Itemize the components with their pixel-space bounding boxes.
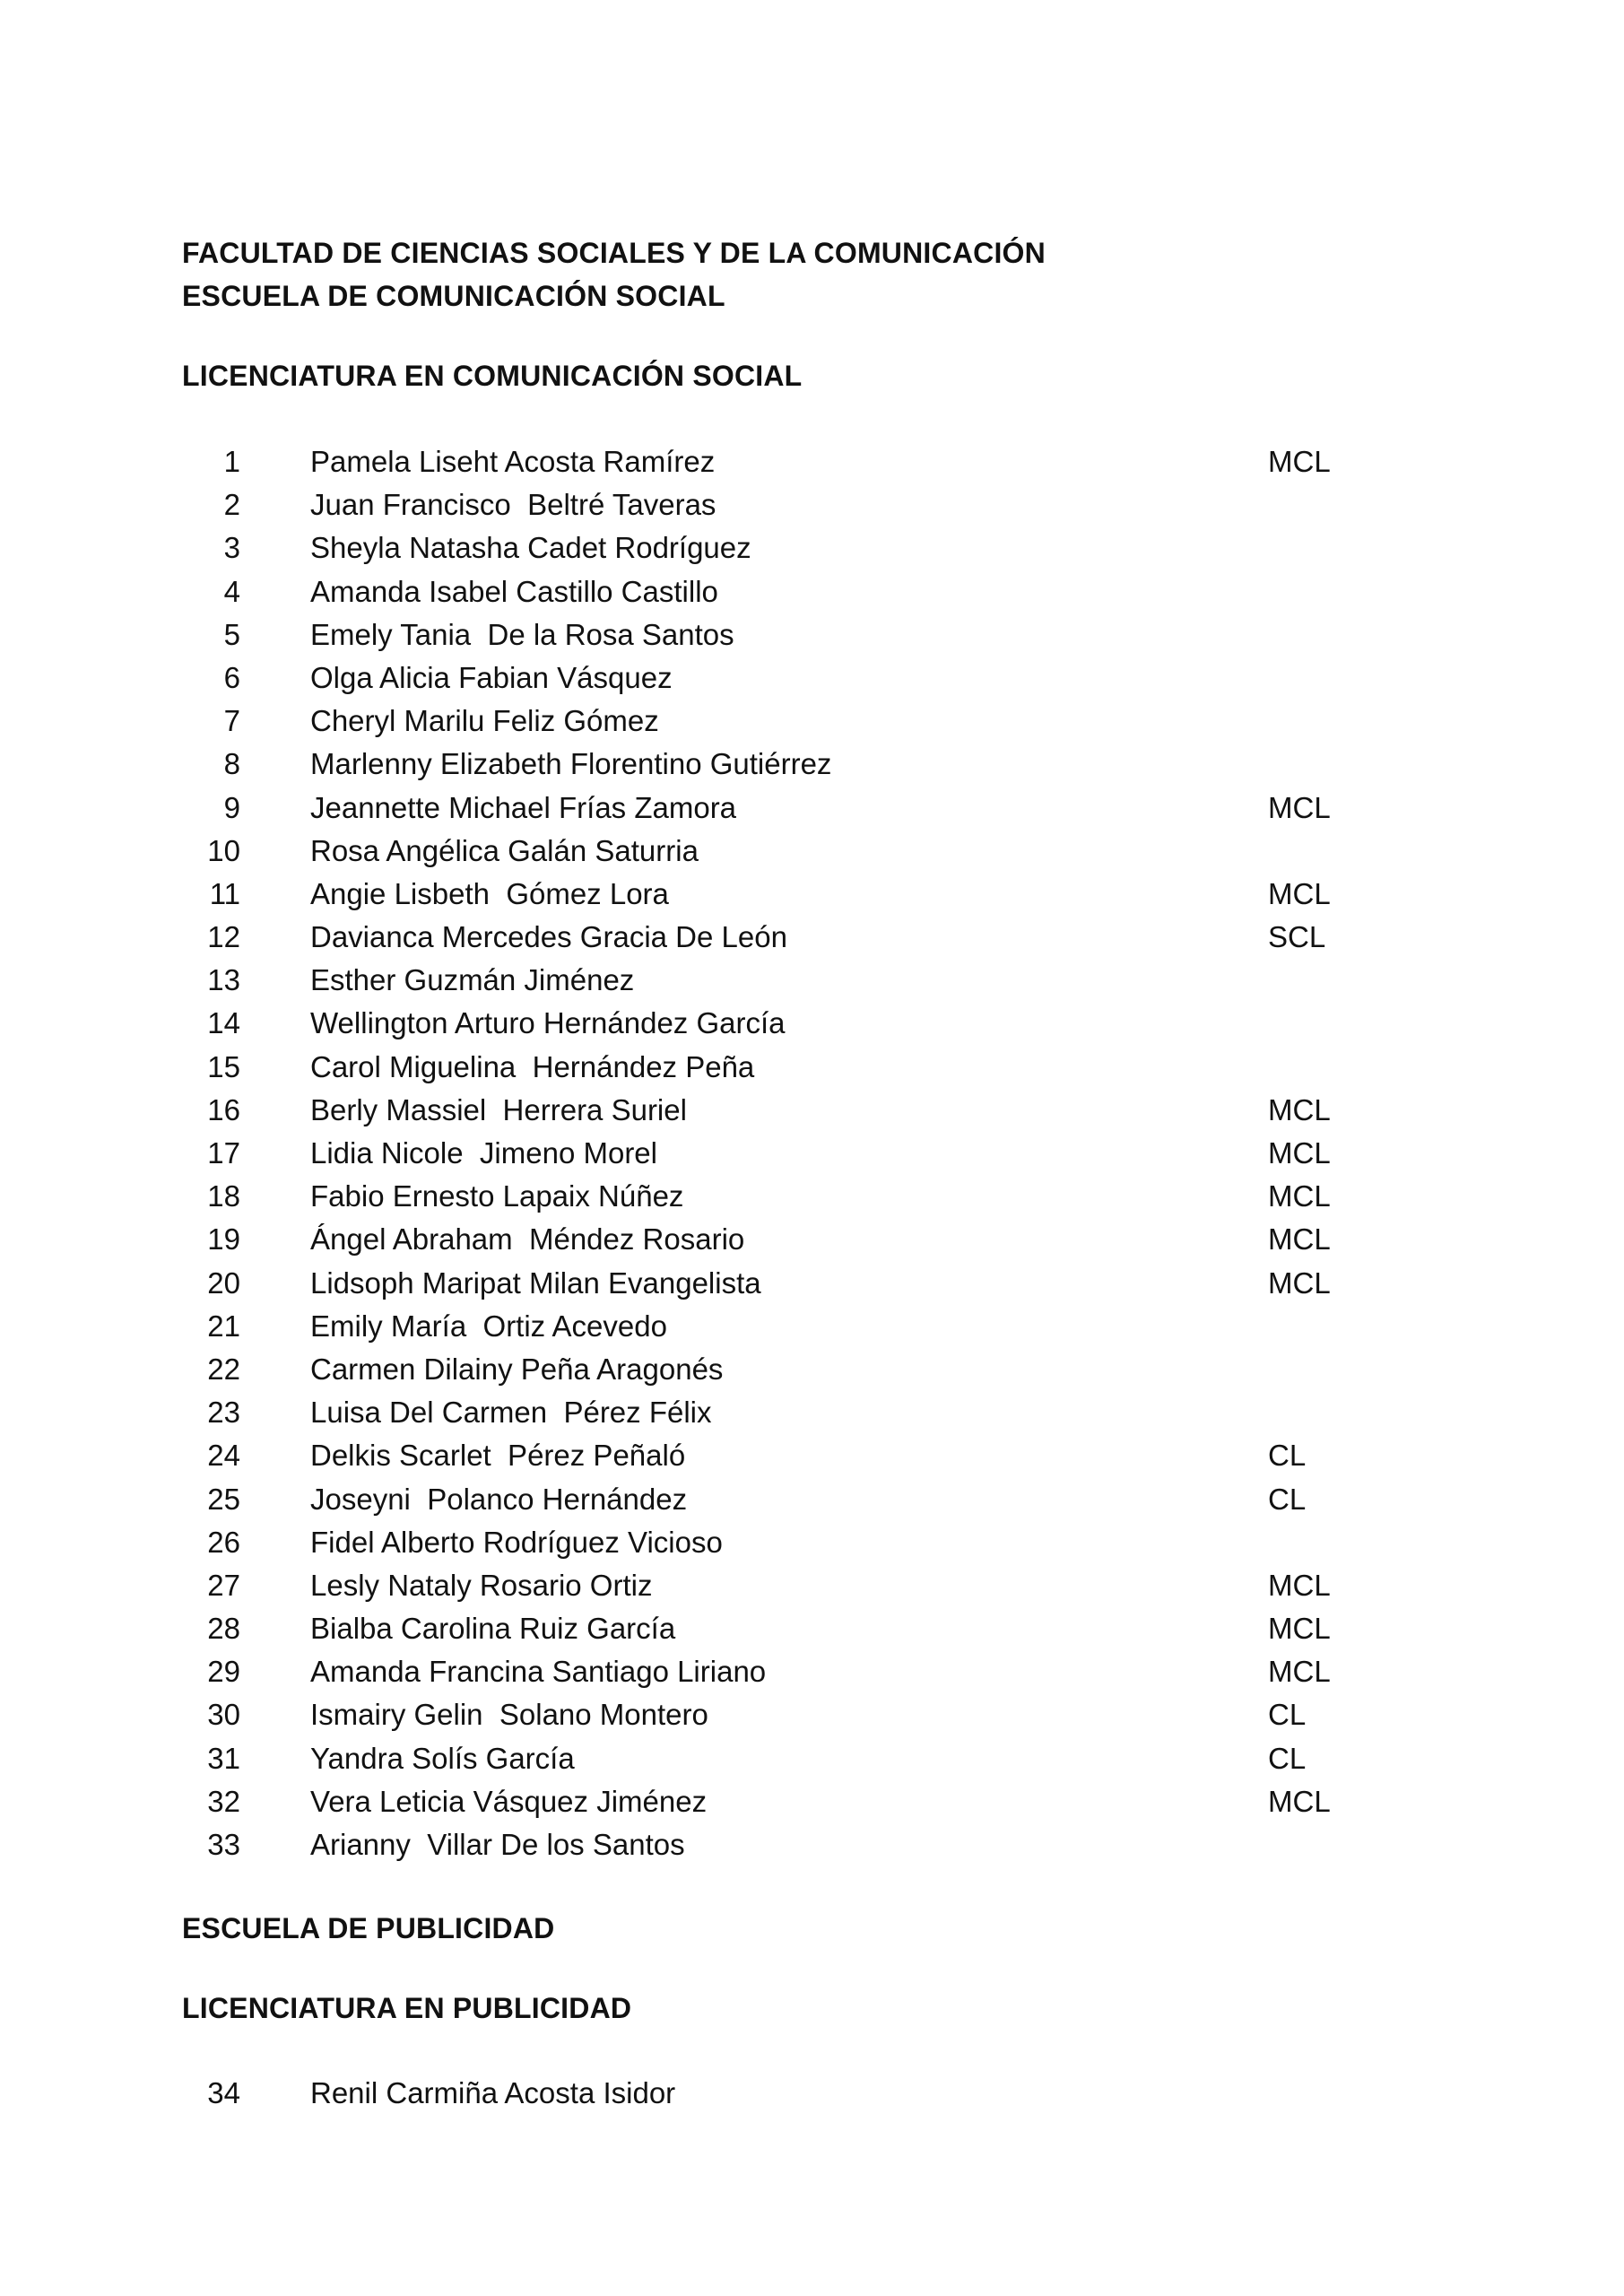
graduate-name: Lesly Nataly Rosario Ortiz: [310, 1568, 653, 1602]
graduate-name: Joseyni Polanco Hernández: [310, 1482, 688, 1516]
degree-heading-advertising: LICENCIATURA EN PUBLICIDAD: [182, 1992, 632, 2024]
graduate-name: Davianca Mercedes Gracia De León: [310, 920, 787, 954]
graduate-row: [0, 916, 1624, 959]
graduate-number: 20: [207, 1265, 240, 1300]
graduate-number: 7: [223, 704, 240, 738]
graduate-row: [0, 440, 1624, 483]
graduate-number: 31: [207, 1741, 240, 1775]
graduate-name: Vera Leticia Vásquez Jiménez: [310, 1784, 708, 1818]
graduate-number: 8: [223, 747, 240, 781]
graduate-number: 34: [207, 2076, 240, 2109]
graduate-row: [0, 959, 1624, 1002]
graduate-row: [0, 1780, 1624, 1823]
graduate-number: 4: [223, 574, 240, 608]
graduate-row: [0, 1002, 1624, 1045]
graduate-number: 17: [207, 1136, 240, 1170]
school-heading-communication: ESCUELA DE COMUNICACIÓN SOCIAL: [182, 280, 725, 312]
graduate-name: Emely Tania De la Rosa Santos: [310, 617, 734, 651]
graduates-list-communication: [0, 440, 1624, 1866]
graduate-row: [0, 1650, 1624, 1693]
graduate-name: Juan Francisco Beltré Taveras: [310, 488, 716, 522]
graduate-honor: CL: [1268, 1439, 1307, 1473]
graduate-row: [0, 2072, 1624, 2115]
graduate-name: Amanda Isabel Castillo Castillo: [310, 574, 718, 608]
graduate-honor: CL: [1268, 1482, 1307, 1516]
graduate-row: [0, 1305, 1624, 1348]
graduate-name: Amanda Francina Santiago Liriano: [310, 1655, 767, 1689]
graduate-row: [0, 1693, 1624, 1736]
graduate-row: [0, 613, 1624, 657]
graduate-honor: MCL: [1268, 1568, 1331, 1602]
graduate-name: Berly Massiel Herrera Suriel: [310, 1092, 687, 1126]
graduate-number: 26: [207, 1525, 240, 1559]
graduate-honor: MCL: [1268, 1655, 1331, 1689]
graduate-row: [0, 830, 1624, 873]
graduate-row: [0, 1521, 1624, 1564]
graduate-row: [0, 483, 1624, 526]
graduate-number: 3: [223, 531, 240, 565]
graduate-row: [0, 1478, 1624, 1521]
graduate-number: 28: [207, 1612, 240, 1646]
graduate-name: Lidsoph Maripat Milan Evangelista: [310, 1265, 761, 1300]
graduate-name: Carol Miguelina Hernández Peña: [310, 1049, 755, 1083]
graduate-row: [0, 1262, 1624, 1305]
graduate-name: Esther Guzmán Jiménez: [310, 963, 635, 997]
graduate-name: Fidel Alberto Rodríguez Vicioso: [310, 1525, 723, 1559]
graduate-number: 27: [207, 1568, 240, 1602]
graduate-row: [0, 1348, 1624, 1391]
graduate-honor: SCL: [1268, 920, 1326, 954]
graduate-honor: CL: [1268, 1698, 1307, 1732]
graduate-row: [0, 657, 1624, 700]
graduate-name: Renil Carmiña Acosta Isidor: [310, 2076, 676, 2109]
graduate-honor: MCL: [1268, 790, 1331, 824]
graduate-row: [0, 787, 1624, 830]
graduate-row: [0, 1823, 1624, 1866]
graduate-honor: MCL: [1268, 1612, 1331, 1646]
graduate-number: 15: [207, 1049, 240, 1083]
graduate-row: [0, 873, 1624, 916]
graduate-name: Angie Lisbeth Gómez Lora: [310, 876, 669, 910]
graduate-honor: MCL: [1268, 1784, 1331, 1818]
graduate-name: Delkis Scarlet Pérez Peñaló: [310, 1439, 686, 1473]
graduate-name: Luisa Del Carmen Pérez Félix: [310, 1396, 712, 1430]
graduate-number: 1: [223, 445, 240, 478]
graduate-number: 10: [207, 833, 240, 867]
graduate-name: Carmen Dilainy Peña Aragonés: [310, 1352, 724, 1386]
graduate-row: [0, 700, 1624, 743]
graduate-number: 6: [223, 660, 240, 694]
graduate-name: Cheryl Marilu Feliz Gómez: [310, 704, 659, 738]
graduate-number: 14: [207, 1006, 240, 1040]
graduate-number: 19: [207, 1222, 240, 1257]
graduate-name: Lidia Nicole Jimeno Morel: [310, 1136, 657, 1170]
graduate-honor: MCL: [1268, 1092, 1331, 1126]
graduate-name: Marlenny Elizabeth Florentino Gutiérrez: [310, 747, 832, 781]
graduate-honor: MCL: [1268, 1179, 1331, 1213]
graduate-name: Emily María Ortiz Acevedo: [310, 1309, 667, 1343]
graduate-name: Bialba Carolina Ruiz García: [310, 1612, 676, 1646]
graduate-row: [0, 743, 1624, 786]
graduate-name: Pamela Liseht Acosta Ramírez: [310, 445, 716, 478]
graduate-number: 29: [207, 1655, 240, 1689]
graduate-number: 2: [223, 488, 240, 522]
graduate-name: Jeannette Michael Frías Zamora: [310, 790, 737, 824]
graduate-number: 25: [207, 1482, 240, 1516]
graduate-name: Fabio Ernesto Lapaix Núñez: [310, 1179, 684, 1213]
graduate-number: 23: [207, 1396, 240, 1430]
graduate-number: 30: [207, 1698, 240, 1732]
graduate-honor: MCL: [1268, 445, 1331, 478]
graduate-row: [0, 1434, 1624, 1477]
graduate-number: 18: [207, 1179, 240, 1213]
graduate-number: 12: [207, 920, 240, 954]
graduate-number: 24: [207, 1439, 240, 1473]
graduate-honor: MCL: [1268, 1265, 1331, 1300]
graduate-row: [0, 526, 1624, 570]
graduate-name: Wellington Arturo Hernández García: [310, 1006, 786, 1040]
graduate-honor: MCL: [1268, 1136, 1331, 1170]
graduate-name: Arianny Villar De los Santos: [310, 1828, 685, 1861]
graduate-number: 11: [209, 876, 240, 910]
graduate-row: [0, 1607, 1624, 1650]
graduate-honor: MCL: [1268, 1222, 1331, 1257]
graduate-honor: MCL: [1268, 876, 1331, 910]
faculty-heading: FACULTAD DE CIENCIAS SOCIALES Y DE LA COMUNICACIÓN: [182, 237, 1046, 269]
graduate-row: [0, 1089, 1624, 1132]
graduate-row: [0, 1564, 1624, 1607]
graduate-row: [0, 1218, 1624, 1261]
graduates-list-advertising: [0, 2072, 1624, 2115]
graduate-number: 22: [207, 1352, 240, 1386]
degree-heading-communication: LICENCIATURA EN COMUNICACIÓN SOCIAL: [182, 360, 803, 392]
graduate-number: 21: [207, 1309, 240, 1343]
graduate-name: Sheyla Natasha Cadet Rodríguez: [310, 531, 751, 565]
graduate-name: Ángel Abraham Méndez Rosario: [310, 1222, 745, 1257]
graduate-row: [0, 1046, 1624, 1089]
graduate-number: 13: [207, 963, 240, 997]
graduate-name: Rosa Angélica Galán Saturria: [310, 833, 699, 867]
graduate-number: 16: [207, 1092, 240, 1126]
graduate-row: [0, 1132, 1624, 1175]
graduate-number: 5: [223, 617, 240, 651]
graduate-number: 9: [223, 790, 240, 824]
graduate-honor: CL: [1268, 1741, 1307, 1775]
graduate-name: Ismairy Gelin Solano Montero: [310, 1698, 708, 1732]
school-heading-advertising: ESCUELA DE PUBLICIDAD: [182, 1912, 555, 1944]
graduate-row: [0, 1391, 1624, 1434]
graduate-row: [0, 570, 1624, 613]
graduate-name: Olga Alicia Fabian Vásquez: [310, 660, 673, 694]
graduate-number: 33: [207, 1828, 240, 1861]
graduate-number: 32: [207, 1784, 240, 1818]
graduate-name: Yandra Solís García: [310, 1741, 575, 1775]
graduate-row: [0, 1175, 1624, 1218]
graduate-row: [0, 1737, 1624, 1780]
